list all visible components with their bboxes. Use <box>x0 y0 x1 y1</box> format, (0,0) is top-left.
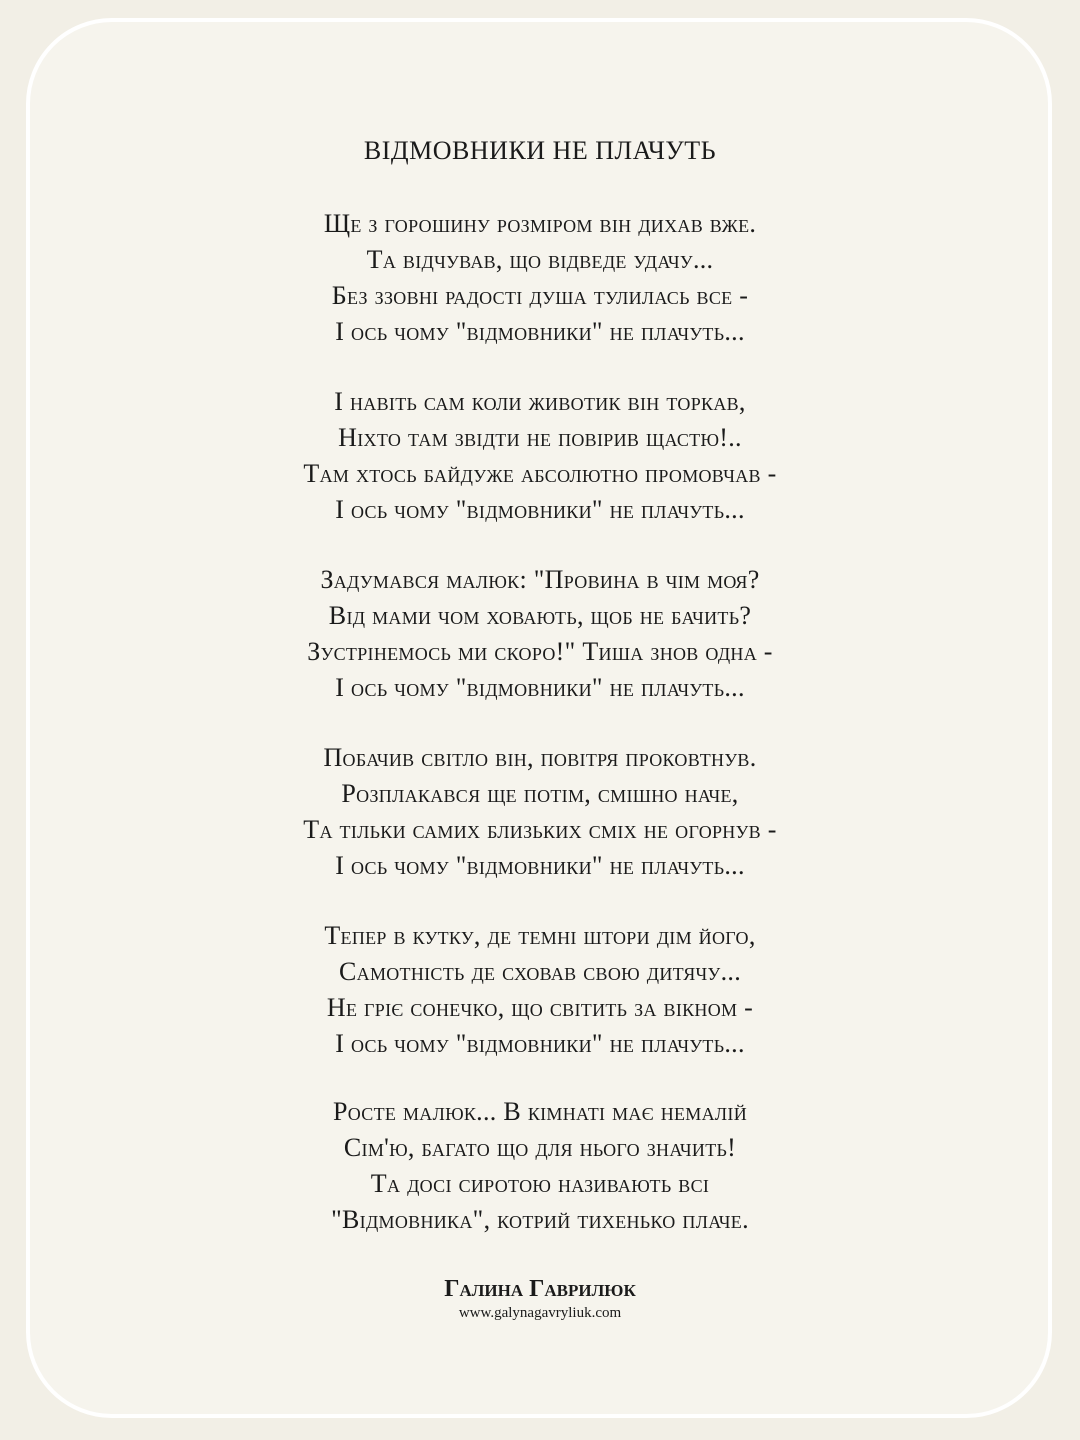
poem-line: Та відчував, що відведе удачу... <box>366 245 714 274</box>
poem-line: Самотність де сховав свою дитячу... <box>339 957 741 986</box>
author-website: www.galynagavryliuk.com <box>458 1305 622 1321</box>
poem-line: Та тільки самих близьких сміх не огорнув - <box>303 815 777 844</box>
poem-line: Ніхто там звідти не повірив щастю!.. <box>338 423 742 452</box>
poem-line: Від мами чом ховають, щоб не бачить? <box>328 601 752 630</box>
poem-line: Без ззовні радості душа тулилась все - <box>331 281 749 310</box>
poem-line: "Відмовника", котрий тихенько плаче. <box>331 1205 749 1234</box>
stanza <box>0 918 1080 1062</box>
poem-line: Не гріє сонечко, що світить за вікном - <box>326 993 754 1022</box>
poem-line: Зустрінемось ми скоро!" Тиша знов одна - <box>307 637 773 666</box>
poem-line: Розплакався ще потім, смішно наче, <box>341 779 739 808</box>
poem-line: І ось чому "відмовники" не плачуть... <box>335 851 745 880</box>
stanza <box>0 384 1080 528</box>
stanza <box>0 1094 1080 1238</box>
author-name: Галина Гаврилюк <box>444 1276 636 1302</box>
stanza <box>0 562 1080 706</box>
poem-line: Та досі сиротою називають всі <box>370 1169 710 1198</box>
stanza <box>0 740 1080 884</box>
poem-line: І ось чому "відмовники" не плачуть... <box>335 317 745 346</box>
poem-line: Росте малюк... В кімнаті має немалій <box>332 1097 748 1126</box>
poem-line: І ось чому "відмовники" не плачуть... <box>335 673 745 702</box>
poem-line: І навіть сам коли животик він торкав, <box>334 387 746 416</box>
poem-line: Задумався малюк: "Провина в чім моя? <box>320 565 760 594</box>
poem-line: Побачив світло він, повітря проковтнув. <box>323 743 757 772</box>
poem-line: І ось чому "відмовники" не плачуть... <box>335 1029 745 1058</box>
poem-title: ВІДМОВНИКИ НЕ ПЛАЧУТЬ <box>363 136 717 165</box>
poem-line: І ось чому "відмовники" не плачуть... <box>335 495 745 524</box>
poem-line: Там хтось байдуже абсолютно промовчав - <box>303 459 777 488</box>
stanza <box>0 206 1080 350</box>
poem-line: Сім'ю, багато що для нього значить! <box>343 1133 737 1162</box>
poem-line: Тепер в кутку, де темні штори дім його, <box>324 921 756 950</box>
poem-line: Ще з горошину розміром він дихав вже. <box>323 209 757 238</box>
